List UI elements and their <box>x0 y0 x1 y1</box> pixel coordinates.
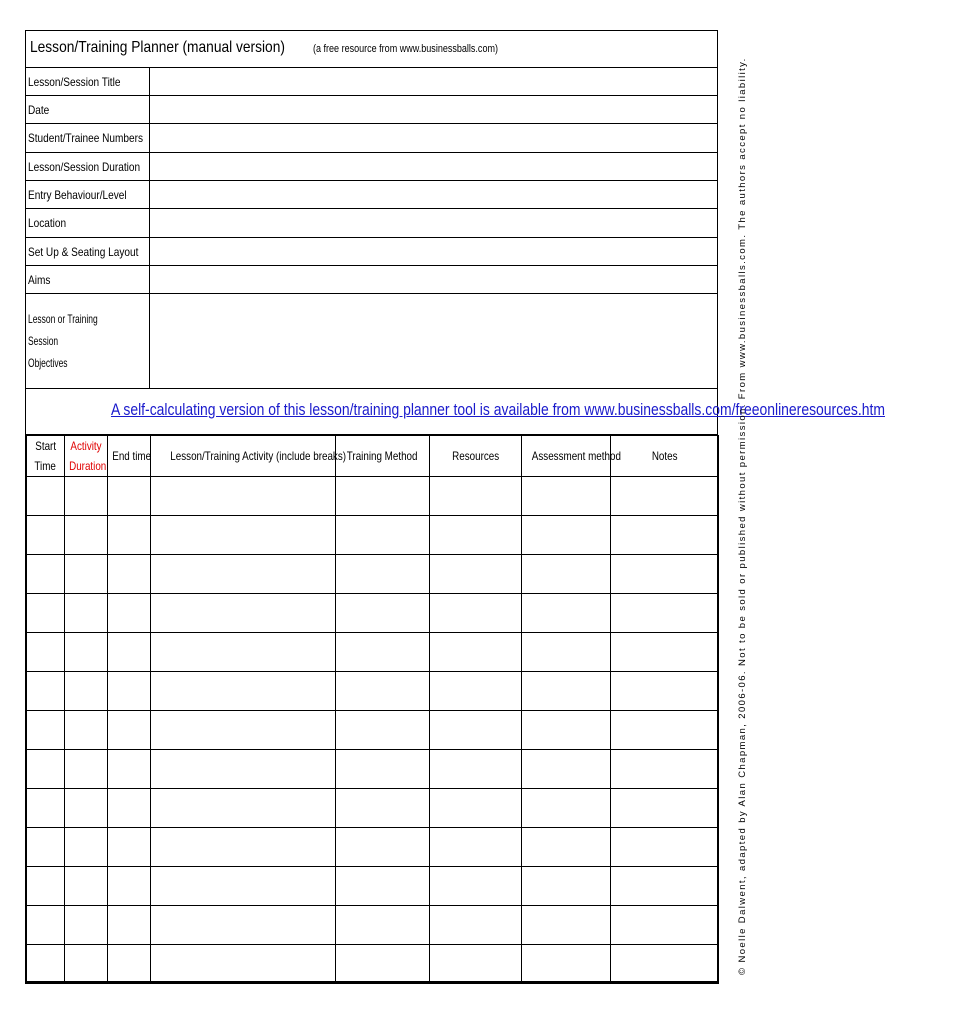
resources-cell[interactable] <box>430 789 522 828</box>
activity-cell[interactable] <box>151 555 336 594</box>
training-method-cell[interactable] <box>336 789 430 828</box>
field-label: Set Up & Seating Layout <box>26 238 150 265</box>
bottom-rule <box>25 982 718 984</box>
table-header-row <box>27 436 719 477</box>
col-header-assessment-method: Assessment method <box>522 436 611 477</box>
notes-cell[interactable] <box>611 867 719 906</box>
start-time-cell[interactable] <box>27 711 65 750</box>
start-time-cell[interactable] <box>27 633 65 672</box>
page-title: Lesson/Training Planner (manual version) <box>30 39 285 56</box>
field-label: Aims <box>26 266 150 293</box>
assessment-method-cell[interactable] <box>522 750 611 789</box>
activity-duration-cell[interactable] <box>65 516 108 555</box>
assessment-method-cell[interactable] <box>522 945 611 984</box>
end-time-cell[interactable] <box>108 477 151 516</box>
start-time-cell[interactable] <box>27 750 65 789</box>
activity-cell[interactable] <box>151 945 336 984</box>
start-time-cell[interactable] <box>27 945 65 984</box>
activity-duration-cell[interactable] <box>65 555 108 594</box>
table-row <box>27 867 719 906</box>
activity-cell[interactable] <box>151 516 336 555</box>
training-method-cell[interactable] <box>336 750 430 789</box>
activity-cell[interactable] <box>151 711 336 750</box>
resources-cell[interactable] <box>430 750 522 789</box>
end-time-cell[interactable] <box>108 789 151 828</box>
objectives-field[interactable] <box>150 294 717 388</box>
table-row <box>27 555 719 594</box>
end-time-cell[interactable] <box>108 711 151 750</box>
training-method-cell[interactable] <box>336 477 430 516</box>
activity-cell[interactable] <box>151 633 336 672</box>
session-duration-field[interactable] <box>150 153 717 180</box>
start-time-cell[interactable] <box>27 828 65 867</box>
end-time-cell[interactable] <box>108 672 151 711</box>
training-method-cell[interactable] <box>336 711 430 750</box>
assessment-method-cell[interactable] <box>522 672 611 711</box>
field-label: Location <box>26 209 150 237</box>
table-row <box>27 477 719 516</box>
activity-cell[interactable] <box>151 594 336 633</box>
activity-duration-cell[interactable] <box>65 906 108 945</box>
training-method-cell[interactable] <box>336 516 430 555</box>
end-time-cell[interactable] <box>108 594 151 633</box>
assessment-method-cell[interactable] <box>522 555 611 594</box>
start-time-cell[interactable] <box>27 594 65 633</box>
activity-cell[interactable] <box>151 672 336 711</box>
resources-cell[interactable] <box>430 945 522 984</box>
resources-cell[interactable] <box>430 555 522 594</box>
field-label: Lesson/Session Title <box>26 68 150 95</box>
notes-cell[interactable] <box>611 828 719 867</box>
field-row-location <box>26 209 717 238</box>
end-time-cell[interactable] <box>108 867 151 906</box>
activity-duration-cell[interactable] <box>65 711 108 750</box>
activity-duration-cell[interactable] <box>65 945 108 984</box>
activity-duration-cell[interactable] <box>65 672 108 711</box>
table-row <box>27 750 719 789</box>
seating-layout-field[interactable] <box>150 238 717 265</box>
resources-cell[interactable] <box>430 867 522 906</box>
assessment-method-cell[interactable] <box>522 633 611 672</box>
col-header-resources: Resources <box>430 436 522 477</box>
field-row-aims <box>26 266 717 294</box>
location-field[interactable] <box>150 209 717 237</box>
session-title-field[interactable] <box>150 68 717 95</box>
end-time-cell[interactable] <box>108 555 151 594</box>
assessment-method-cell[interactable] <box>522 906 611 945</box>
start-time-cell[interactable] <box>27 555 65 594</box>
training-method-cell[interactable] <box>336 555 430 594</box>
start-time-cell[interactable] <box>27 867 65 906</box>
assessment-method-cell[interactable] <box>522 711 611 750</box>
resources-cell[interactable] <box>430 906 522 945</box>
col-header-activity-duration: Activity Duration <box>65 436 108 477</box>
activity-duration-cell[interactable] <box>65 750 108 789</box>
copyright-notice: © Noelle Dalwent, adapted by Alan Chapman, 2006-06. Not to be sold or published without permission. From www.businessballs.com. The authors accept no liability. <box>737 57 748 975</box>
assessment-method-cell[interactable] <box>522 789 611 828</box>
start-time-cell[interactable] <box>27 477 65 516</box>
assessment-method-cell[interactable] <box>522 828 611 867</box>
table-row <box>27 906 719 945</box>
activity-duration-cell[interactable] <box>65 828 108 867</box>
activity-duration-cell[interactable] <box>65 789 108 828</box>
trainee-numbers-field[interactable] <box>150 124 717 152</box>
activity-cell[interactable] <box>151 828 336 867</box>
field-label: Student/Trainee Numbers <box>26 124 150 152</box>
activity-duration-cell[interactable] <box>65 594 108 633</box>
col-header-activity: Lesson/Training Activity (include breaks) <box>151 436 336 477</box>
notes-cell[interactable] <box>611 789 719 828</box>
table-row <box>27 633 719 672</box>
table-row <box>27 945 719 984</box>
self-calculating-banner <box>26 389 886 435</box>
title-row <box>26 31 717 68</box>
assessment-method-cell[interactable] <box>522 867 611 906</box>
notes-cell[interactable] <box>611 516 719 555</box>
start-time-cell[interactable] <box>27 672 65 711</box>
field-row-objectives <box>26 294 717 389</box>
field-label: Lesson/Session Duration <box>26 153 150 180</box>
activity-table <box>26 435 719 984</box>
end-time-cell[interactable] <box>108 906 151 945</box>
training-method-cell[interactable] <box>336 945 430 984</box>
activity-cell[interactable] <box>151 906 336 945</box>
activity-cell[interactable] <box>151 789 336 828</box>
training-method-cell[interactable] <box>336 867 430 906</box>
resources-cell[interactable] <box>430 594 522 633</box>
page-subtitle: (a free resource from www.businessballs.com) <box>313 43 498 55</box>
field-label: Lesson or Training Session Objectives <box>26 294 150 388</box>
activity-cell[interactable] <box>151 477 336 516</box>
notes-cell[interactable] <box>611 555 719 594</box>
resources-cell[interactable] <box>430 828 522 867</box>
end-time-cell[interactable] <box>108 828 151 867</box>
activity-duration-cell[interactable] <box>65 867 108 906</box>
table-row <box>27 789 719 828</box>
field-label: Date <box>26 96 150 123</box>
notes-cell[interactable] <box>611 711 719 750</box>
resources-cell[interactable] <box>430 477 522 516</box>
notes-cell[interactable] <box>611 477 719 516</box>
activity-duration-cell[interactable] <box>65 477 108 516</box>
training-method-cell[interactable] <box>336 906 430 945</box>
field-row-entry-level <box>26 181 717 209</box>
assessment-method-cell[interactable] <box>522 594 611 633</box>
training-method-cell[interactable] <box>336 672 430 711</box>
start-time-cell[interactable] <box>27 789 65 828</box>
col-header-start-time: Start Time <box>27 436 65 477</box>
notes-cell[interactable] <box>611 594 719 633</box>
resources-cell[interactable] <box>430 516 522 555</box>
field-row-trainee-numbers <box>26 124 717 153</box>
notes-cell[interactable] <box>611 672 719 711</box>
training-method-cell[interactable] <box>336 594 430 633</box>
table-row <box>27 516 719 555</box>
notes-cell[interactable] <box>611 906 719 945</box>
end-time-cell[interactable] <box>108 516 151 555</box>
resources-cell[interactable] <box>430 672 522 711</box>
table-row <box>27 828 719 867</box>
self-calculating-link[interactable]: A self-calculating version of this lesson/training planner tool is available from www.businessballs.com/freeonlineresources.htm <box>110 400 886 419</box>
table-row <box>27 594 719 633</box>
notes-cell[interactable] <box>611 945 719 984</box>
field-row-seating-layout <box>26 238 717 266</box>
aims-field[interactable] <box>150 266 717 293</box>
training-method-cell[interactable] <box>336 828 430 867</box>
start-time-cell[interactable] <box>27 906 65 945</box>
resources-cell[interactable] <box>430 711 522 750</box>
activity-cell[interactable] <box>151 750 336 789</box>
start-time-cell[interactable] <box>27 516 65 555</box>
notes-cell[interactable] <box>611 750 719 789</box>
date-field[interactable] <box>150 96 717 123</box>
col-header-training-method: Training Method <box>336 436 430 477</box>
field-row-date <box>26 96 717 124</box>
end-time-cell[interactable] <box>108 633 151 672</box>
activity-cell[interactable] <box>151 867 336 906</box>
end-time-cell[interactable] <box>108 945 151 984</box>
end-time-cell[interactable] <box>108 750 151 789</box>
table-row <box>27 672 719 711</box>
resources-cell[interactable] <box>430 633 522 672</box>
entry-level-field[interactable] <box>150 181 717 208</box>
field-row-session-title <box>26 68 717 96</box>
col-header-notes: Notes <box>611 436 719 477</box>
assessment-method-cell[interactable] <box>522 477 611 516</box>
assessment-method-cell[interactable] <box>522 516 611 555</box>
col-header-end-time: End time <box>108 436 151 477</box>
activity-duration-cell[interactable] <box>65 633 108 672</box>
field-row-session-duration <box>26 153 717 181</box>
table-row <box>27 711 719 750</box>
training-method-cell[interactable] <box>336 633 430 672</box>
notes-cell[interactable] <box>611 633 719 672</box>
field-label: Entry Behaviour/Level <box>26 181 150 208</box>
